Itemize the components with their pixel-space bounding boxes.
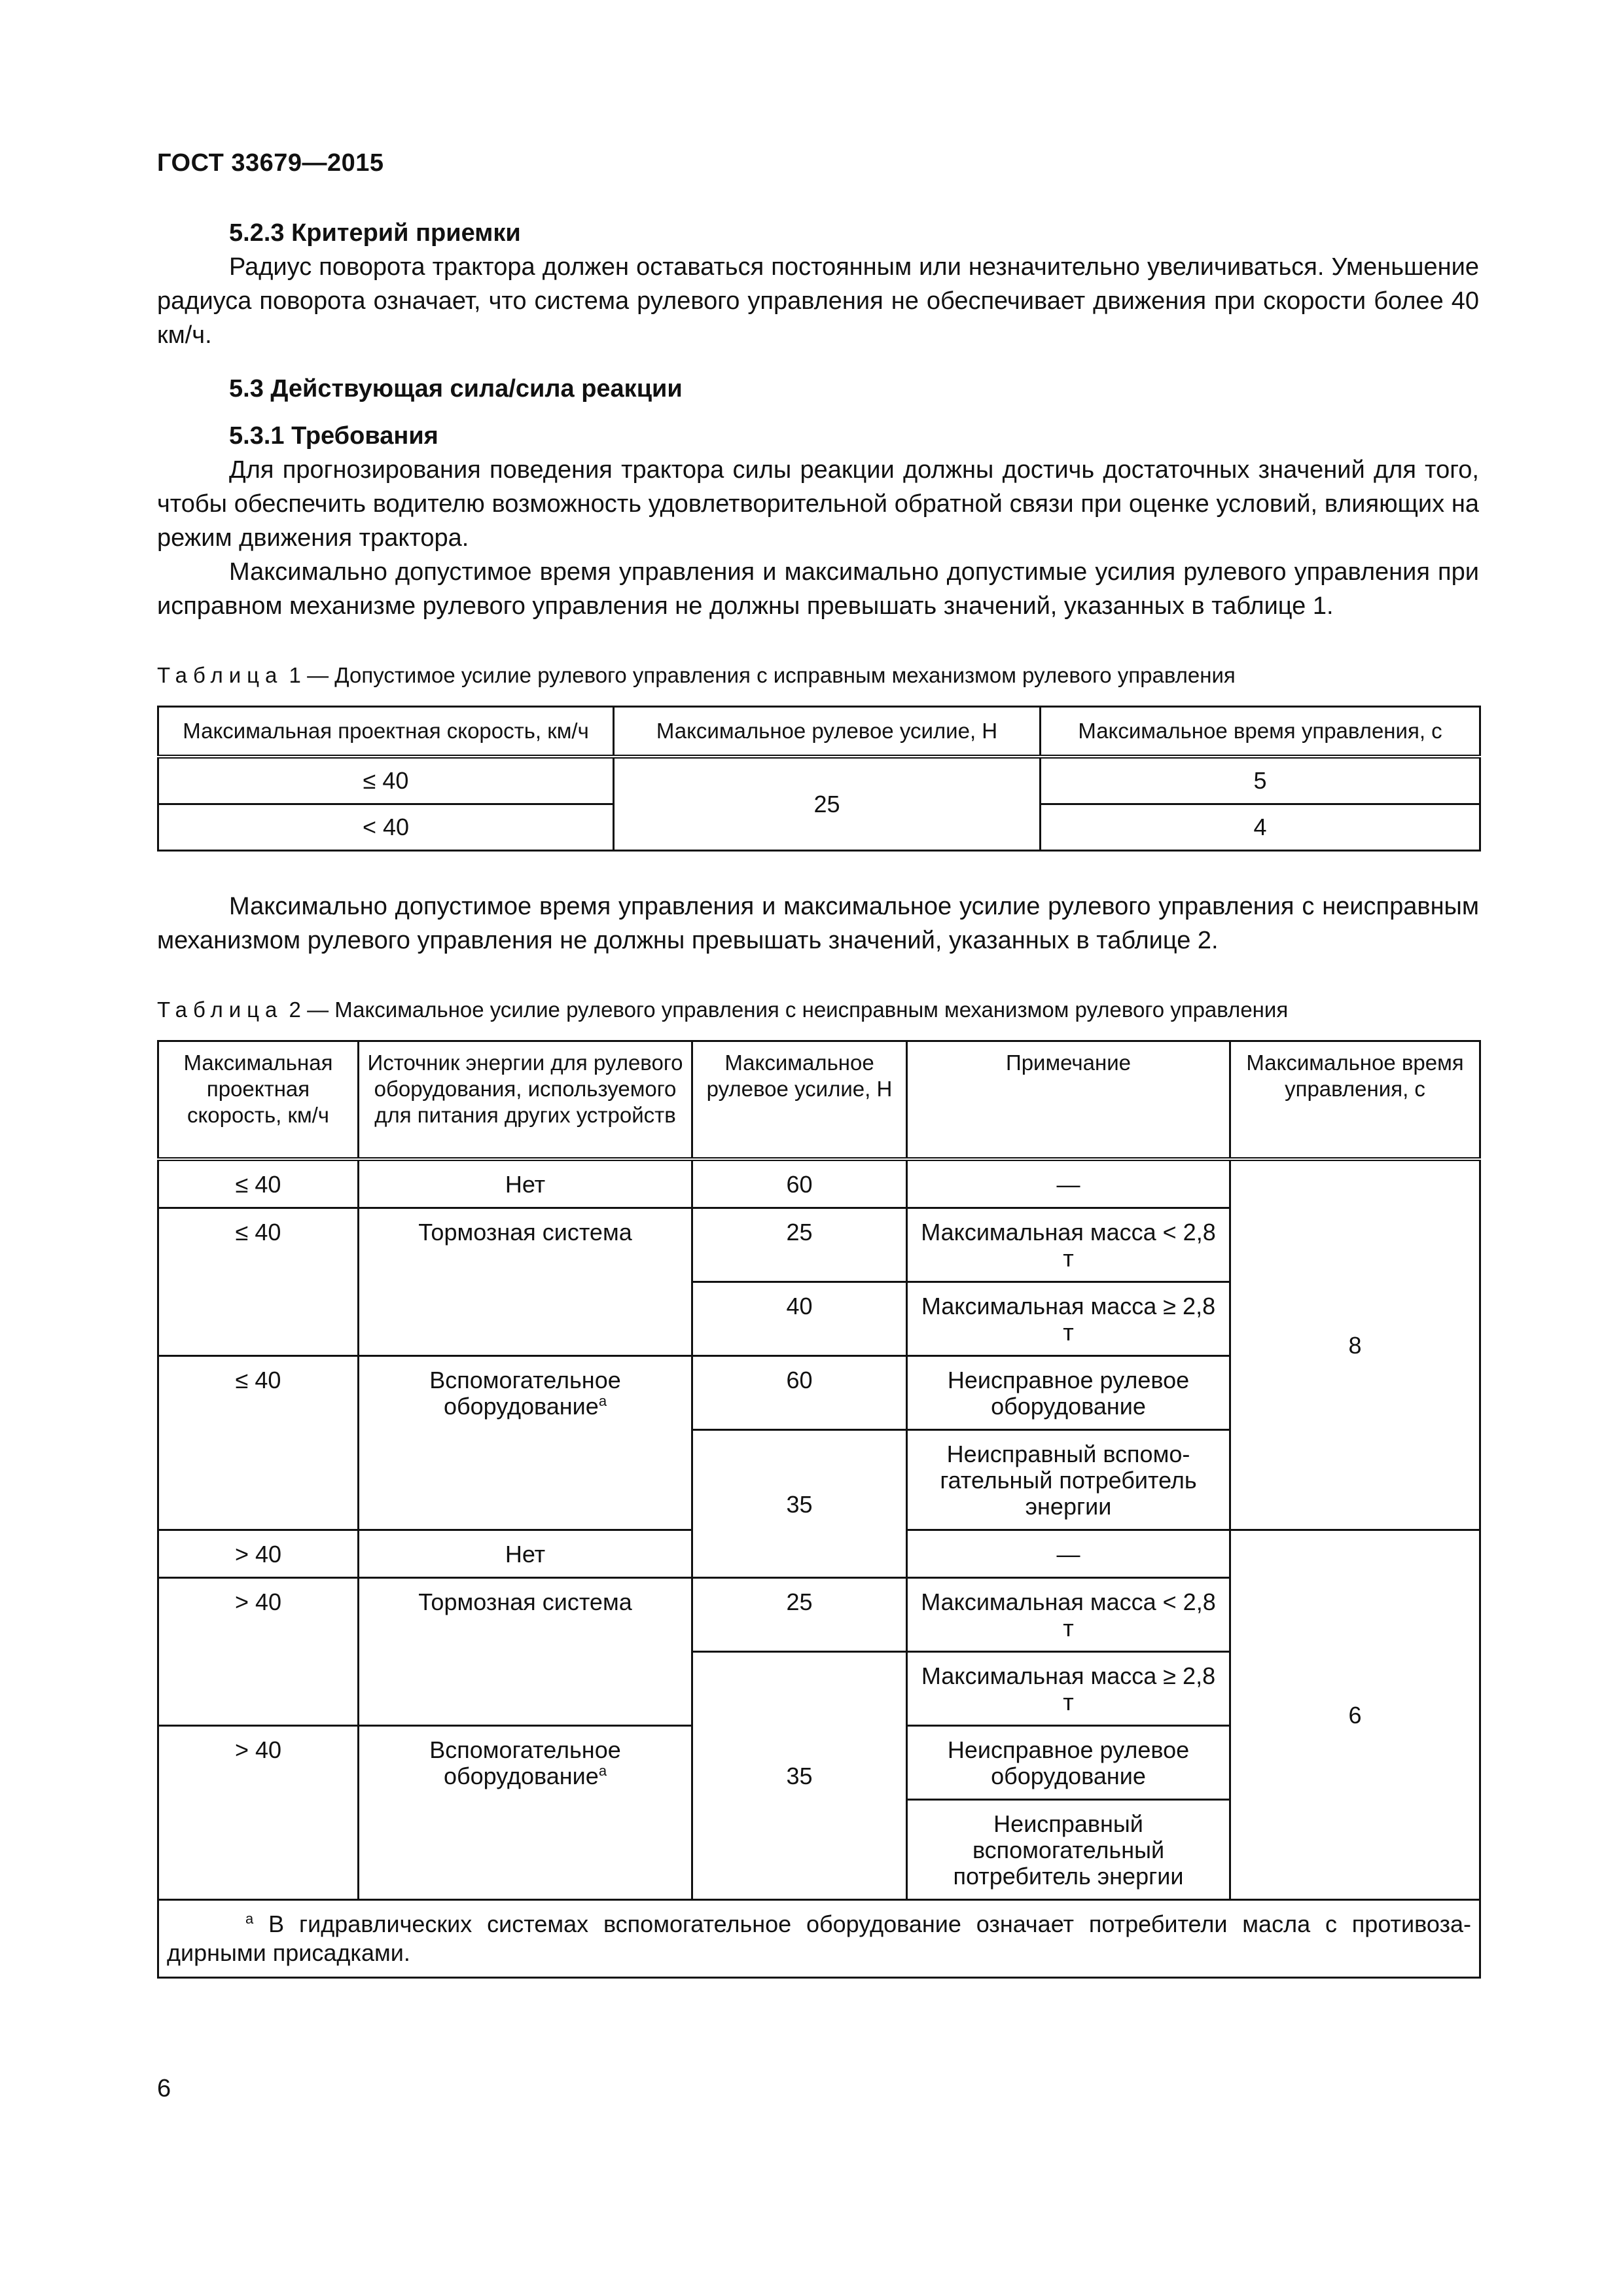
table-1-header-force: Максимальное рулевое усилие, Н — [614, 707, 1041, 757]
section-5-2-3-title: 5.2.3 Критерий приемки — [229, 219, 521, 247]
table-2-caption: Таблица 2 — Максимальное усилие рулевого управления с неисправным механизмом рулевого управления — [157, 997, 1289, 1022]
table-1-cell-time: 4 — [1041, 804, 1480, 851]
document-body — [157, 216, 1479, 1979]
table-row — [158, 1159, 1480, 1208]
table-2-cell-speed: ≤ 40 — [158, 1208, 359, 1356]
document-header: ГОСТ 33679—2015 — [157, 149, 384, 177]
table-1-cell-speed: ≤ 40 — [158, 757, 614, 804]
table-2-cell-time: 8 — [1230, 1159, 1480, 1530]
table-2-cell-note: Максимальная масса < 2,8 т — [907, 1578, 1230, 1652]
table-2-cell-speed: > 40 — [158, 1726, 359, 1900]
table-2-cell-note: Неисправное рулевое оборудование — [907, 1726, 1230, 1800]
table-2-footnote: $^a$ В гидравлических системах вспомогательное оборудование означает потребители масла с противоза-дирными присадками. — [158, 1900, 1480, 1978]
table-2-cell-force: 40 — [692, 1282, 907, 1356]
table-2-header-note: Примечание — [907, 1041, 1230, 1160]
table-2-cell-force: 35 — [692, 1430, 907, 1578]
table-2-cell-source: Вспомогательное оборудование$^a$ — [359, 1356, 692, 1530]
section-5-3-1-paragraph-1: Для прогнозирования поведения трактора силы реакции должны достичь достаточных значений для того, чтобы обеспечить водителю возможность удовлетворительной обратной связи при оценке условий, влияющих на режим движения трактора. — [157, 456, 1479, 552]
table-2-header-source: Источник энергии для рулевого оборудования, используемого для питания других устройств — [359, 1041, 692, 1160]
footnote-mark: a — [598, 1393, 607, 1409]
table-1-header-time: Максимальное время управления, с — [1041, 707, 1480, 757]
table-2-cell-source: Нет — [359, 1159, 692, 1208]
document-page — [157, 0, 1479, 2296]
table-2-cell-source: Тормозная система — [359, 1208, 692, 1356]
table-2-cell-note: Неисправный вспомогательный потребитель энергии — [907, 1800, 1230, 1900]
section-5-3-title: 5.3 Действующая сила/сила реакции — [229, 375, 683, 403]
table-2-cell-note: Максимальная масса ≥ 2,8 т — [907, 1652, 1230, 1726]
table-2-cell-note: — — [907, 1159, 1230, 1208]
table-2-cell-source: Нет — [359, 1530, 692, 1578]
table-2-cell-source: Тормозная система — [359, 1578, 692, 1726]
section-5-3-1-title: 5.3.1 Требования — [229, 422, 438, 450]
table-2-header-speed: Максимальная проектная скорость, км/ч — [158, 1041, 359, 1160]
table-2-cell-note: Максимальная масса ≥ 2,8 т — [907, 1282, 1230, 1356]
table-2-cell-speed: > 40 — [158, 1578, 359, 1726]
table-2-cell-speed: ≤ 40 — [158, 1159, 359, 1208]
table-1-cell-time: 5 — [1041, 757, 1480, 804]
table-2-cell-time: 6 — [1230, 1530, 1480, 1900]
table-2-cell-force: 60 — [692, 1159, 907, 1208]
table-2-header-time: Максимальное время управления, с — [1230, 1041, 1480, 1160]
table-1-cell-force: 25 — [614, 757, 1041, 851]
paragraph-before-table-2: Максимально допустимое время управления и максимальное усилие рулевого управления с неисправным механизмом рулевого управления не должны превышать значений, указанных в таблице 2. — [157, 893, 1479, 954]
table-2-cell-force: 35 — [692, 1652, 907, 1900]
table-2-header-force: Максимальное рулевое усилие, Н — [692, 1041, 907, 1160]
footnote-mark: a — [245, 1910, 254, 1927]
table-2 — [157, 1040, 1481, 1979]
table-1-caption: Таблица 1 — Допустимое усилие рулевого управления с исправным механизмом рулевого управления — [157, 663, 1236, 687]
table-2-cell-force: 25 — [692, 1578, 907, 1652]
table-2-cell-note: Максимальная масса < 2,8 т — [907, 1208, 1230, 1282]
table-2-cell-speed: > 40 — [158, 1530, 359, 1578]
table-2-cell-source: Вспомогательное оборудование$^a$ — [359, 1726, 692, 1900]
table-2-cell-speed: ≤ 40 — [158, 1356, 359, 1530]
table-2-cell-force: 60 — [692, 1356, 907, 1430]
table-2-footnote-row — [158, 1900, 1480, 1978]
table-1 — [157, 706, 1481, 852]
table-row — [158, 757, 1480, 804]
footnote-mark: a — [598, 1763, 607, 1779]
table-1-header-speed: Максимальная проектная скорость, км/ч — [158, 707, 614, 757]
table-2-cell-note: Неисправное рулевое оборудование — [907, 1356, 1230, 1430]
table-2-cell-note: Неисправный вспомо-гательный потребитель энергии — [907, 1430, 1230, 1530]
section-5-3-1-paragraph-2: Максимально допустимое время управления и максимально допустимые усилия рулевого управления при исправном механизме рулевого управления не должны превышать значений, указанных в таблице 1. — [157, 558, 1479, 620]
table-2-cell-note: — — [907, 1530, 1230, 1578]
page-number: 6 — [157, 2075, 171, 2102]
section-5-2-3-paragraph: Радиус поворота трактора должен оставаться постоянным или незначительно увеличиваться. Уменьшение радиуса поворота означает, что система рулевого управления не обеспечивает движения при скорости более 40 км/ч. — [157, 253, 1479, 349]
table-2-cell-force: 25 — [692, 1208, 907, 1282]
table-1-cell-speed: < 40 — [158, 804, 614, 851]
